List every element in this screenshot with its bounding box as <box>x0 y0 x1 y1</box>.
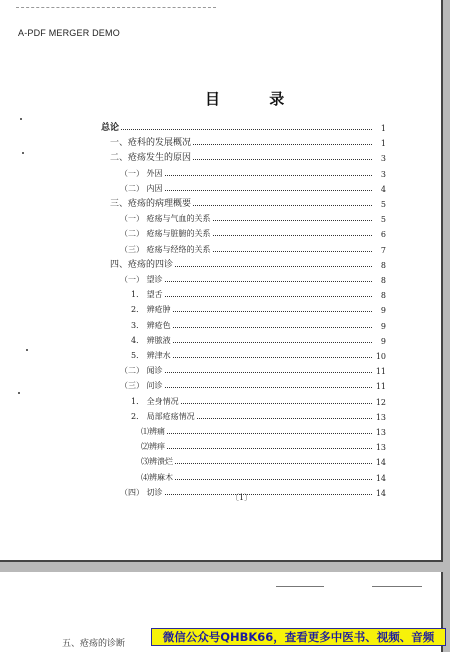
rule-line <box>276 586 324 587</box>
toc-entry <box>120 167 386 179</box>
toc-leader-dots <box>173 327 372 328</box>
toc-entry-page: 14 <box>375 473 386 483</box>
toc-entry <box>131 395 386 407</box>
toc-entry-label: 二、疮疡发生的原因 <box>110 153 192 164</box>
toc-entry-page: 12 <box>375 397 386 407</box>
toc-entry <box>141 440 386 452</box>
toc-leader-dots <box>213 220 372 221</box>
toc-entry-page: 5 <box>380 200 386 209</box>
toc-entry-label: 3． 辨疮色 <box>131 320 171 330</box>
toc-entry <box>120 379 386 391</box>
toc-leader-dots <box>165 494 372 495</box>
toc-leader-dots <box>165 296 372 297</box>
toc-entry <box>131 303 386 315</box>
toc-entry-page: 14 <box>375 458 386 468</box>
toc-entry-page: 3 <box>380 169 386 179</box>
toc-entry <box>120 243 386 255</box>
toc-leader-dots <box>167 448 372 449</box>
toc-leader-dots <box>197 418 372 419</box>
toc-entry <box>110 136 386 148</box>
toc-entry-label: ⑵辨痒 <box>141 442 165 452</box>
toc-entry-page: 14 <box>375 488 386 498</box>
toc-entry-page: 1 <box>380 124 386 133</box>
toc-entry-label: （二） 内因 <box>120 183 163 193</box>
toc-entry <box>120 273 386 285</box>
toc-entry-page: 6 <box>380 230 386 240</box>
toc-entry-label: 4． 辨脓液 <box>131 335 171 345</box>
toc-leader-dots <box>165 372 372 373</box>
toc-entry-label: 1． 望舌 <box>131 290 163 300</box>
toc-leader-dots <box>175 463 372 464</box>
toc-entry-label: （四） 切诊 <box>120 487 163 497</box>
toc-entry <box>141 425 386 437</box>
toc-entry <box>131 349 386 361</box>
toc-leader-dots <box>181 403 372 404</box>
toc-leader-dots <box>175 479 372 480</box>
toc-leader-dots <box>165 387 372 388</box>
toc-entry <box>110 197 386 209</box>
toc-entry-page: 5 <box>380 215 386 225</box>
toc-entry <box>120 227 386 239</box>
toc-entry <box>120 364 386 376</box>
toc-entry-label: ⑴辨痛 <box>141 427 165 436</box>
toc-leader-dots <box>213 235 372 236</box>
toc-entry-label: 5． 辨津水 <box>131 351 171 360</box>
toc-entry-label: 总论 <box>101 123 120 133</box>
toc-entry-page: 9 <box>380 306 386 316</box>
toc-leader-dots <box>173 342 372 343</box>
toc-entry <box>120 486 386 498</box>
toc-entry-label: （三） 问诊 <box>120 381 163 391</box>
toc-entry-page: 13 <box>375 412 386 422</box>
toc-entry <box>131 334 386 346</box>
toc-entry <box>101 121 386 133</box>
toc-entry-label: （二） 疮疡与脏腑的关系 <box>120 229 211 239</box>
wechat-banner: 微信公众号QHBK66，查看更多中医书、视频、音频 <box>151 628 446 646</box>
scan-speck <box>22 152 24 154</box>
toc-entry-label: ⑷辨麻木 <box>141 472 173 482</box>
toc-leader-dots <box>121 129 372 130</box>
toc-entry-page: 4 <box>380 184 386 194</box>
toc-entry <box>120 182 386 194</box>
page2-heading: 五、疮疡的诊断 <box>62 639 126 649</box>
scan-speck <box>26 349 28 351</box>
scan-speck <box>20 118 22 120</box>
toc-entry-page: 8 <box>380 276 386 285</box>
toc-entry-label: （一） 望诊 <box>120 275 163 284</box>
toc-entry-label: 一、疮科的发展概况 <box>110 138 192 149</box>
toc-entry-page: 9 <box>380 321 386 331</box>
toc-entry-label: （一） 疮疡与气血的关系 <box>120 214 211 224</box>
toc-entry-page: 10 <box>375 352 386 361</box>
watermark: A-PDF MERGER DEMO <box>18 28 120 38</box>
toc-entry-label: （三） 疮疡与经络的关系 <box>120 244 211 254</box>
toc-leader-dots <box>193 159 372 160</box>
toc-entry <box>110 151 386 163</box>
toc-entry <box>131 319 386 331</box>
toc-entry <box>120 212 386 224</box>
toc-entry <box>131 288 386 300</box>
toc-entry <box>141 455 386 467</box>
toc-leader-dots <box>173 357 372 358</box>
toc-entry-label: （一） 外因 <box>120 168 163 178</box>
rule-line <box>372 586 422 587</box>
toc-leader-dots <box>193 144 372 145</box>
toc-leader-dots <box>173 311 372 312</box>
toc-leader-dots <box>193 205 372 206</box>
toc-leader-dots <box>165 175 372 176</box>
toc-entry-page: 7 <box>380 245 386 255</box>
toc-entry-page: 1 <box>380 139 386 149</box>
toc-entry-page: 8 <box>380 291 386 301</box>
toc-entry <box>141 471 386 483</box>
toc-entry-label: 2． 辨疮肿 <box>131 305 171 315</box>
toc-leader-dots <box>165 281 372 282</box>
toc-entry-label: 1． 全身情况 <box>131 396 179 406</box>
toc-leader-dots <box>175 266 372 267</box>
toc-leader-dots <box>167 433 372 434</box>
header-dashes <box>16 7 216 10</box>
toc-entry-page: 9 <box>380 336 386 346</box>
toc-entry <box>110 258 386 270</box>
toc-leader-dots <box>213 251 372 252</box>
toc-entry-page: 3 <box>380 154 386 164</box>
toc-entry-label: 2． 局部疮疡情况 <box>131 411 195 421</box>
toc-entry-page: 11 <box>375 382 386 392</box>
toc-entry-label: 三、疮疡的病理概要 <box>110 199 192 209</box>
toc-entry-label: （二） 闻诊 <box>120 366 163 376</box>
scan-speck <box>18 392 20 394</box>
page-number: 〔1〕 <box>231 493 253 502</box>
toc-entry-label: 四、疮疡的四诊 <box>110 259 174 270</box>
toc-title: 目 录 <box>205 90 307 108</box>
toc-entry-page: 13 <box>375 428 386 437</box>
toc-entry <box>131 410 386 422</box>
toc-entry-page: 13 <box>375 443 386 453</box>
toc-leader-dots <box>165 190 372 191</box>
toc-entry-page: 8 <box>380 260 386 270</box>
toc-entry-page: 11 <box>375 367 386 377</box>
toc-entry-label: ⑶辨溃烂 <box>141 457 173 467</box>
